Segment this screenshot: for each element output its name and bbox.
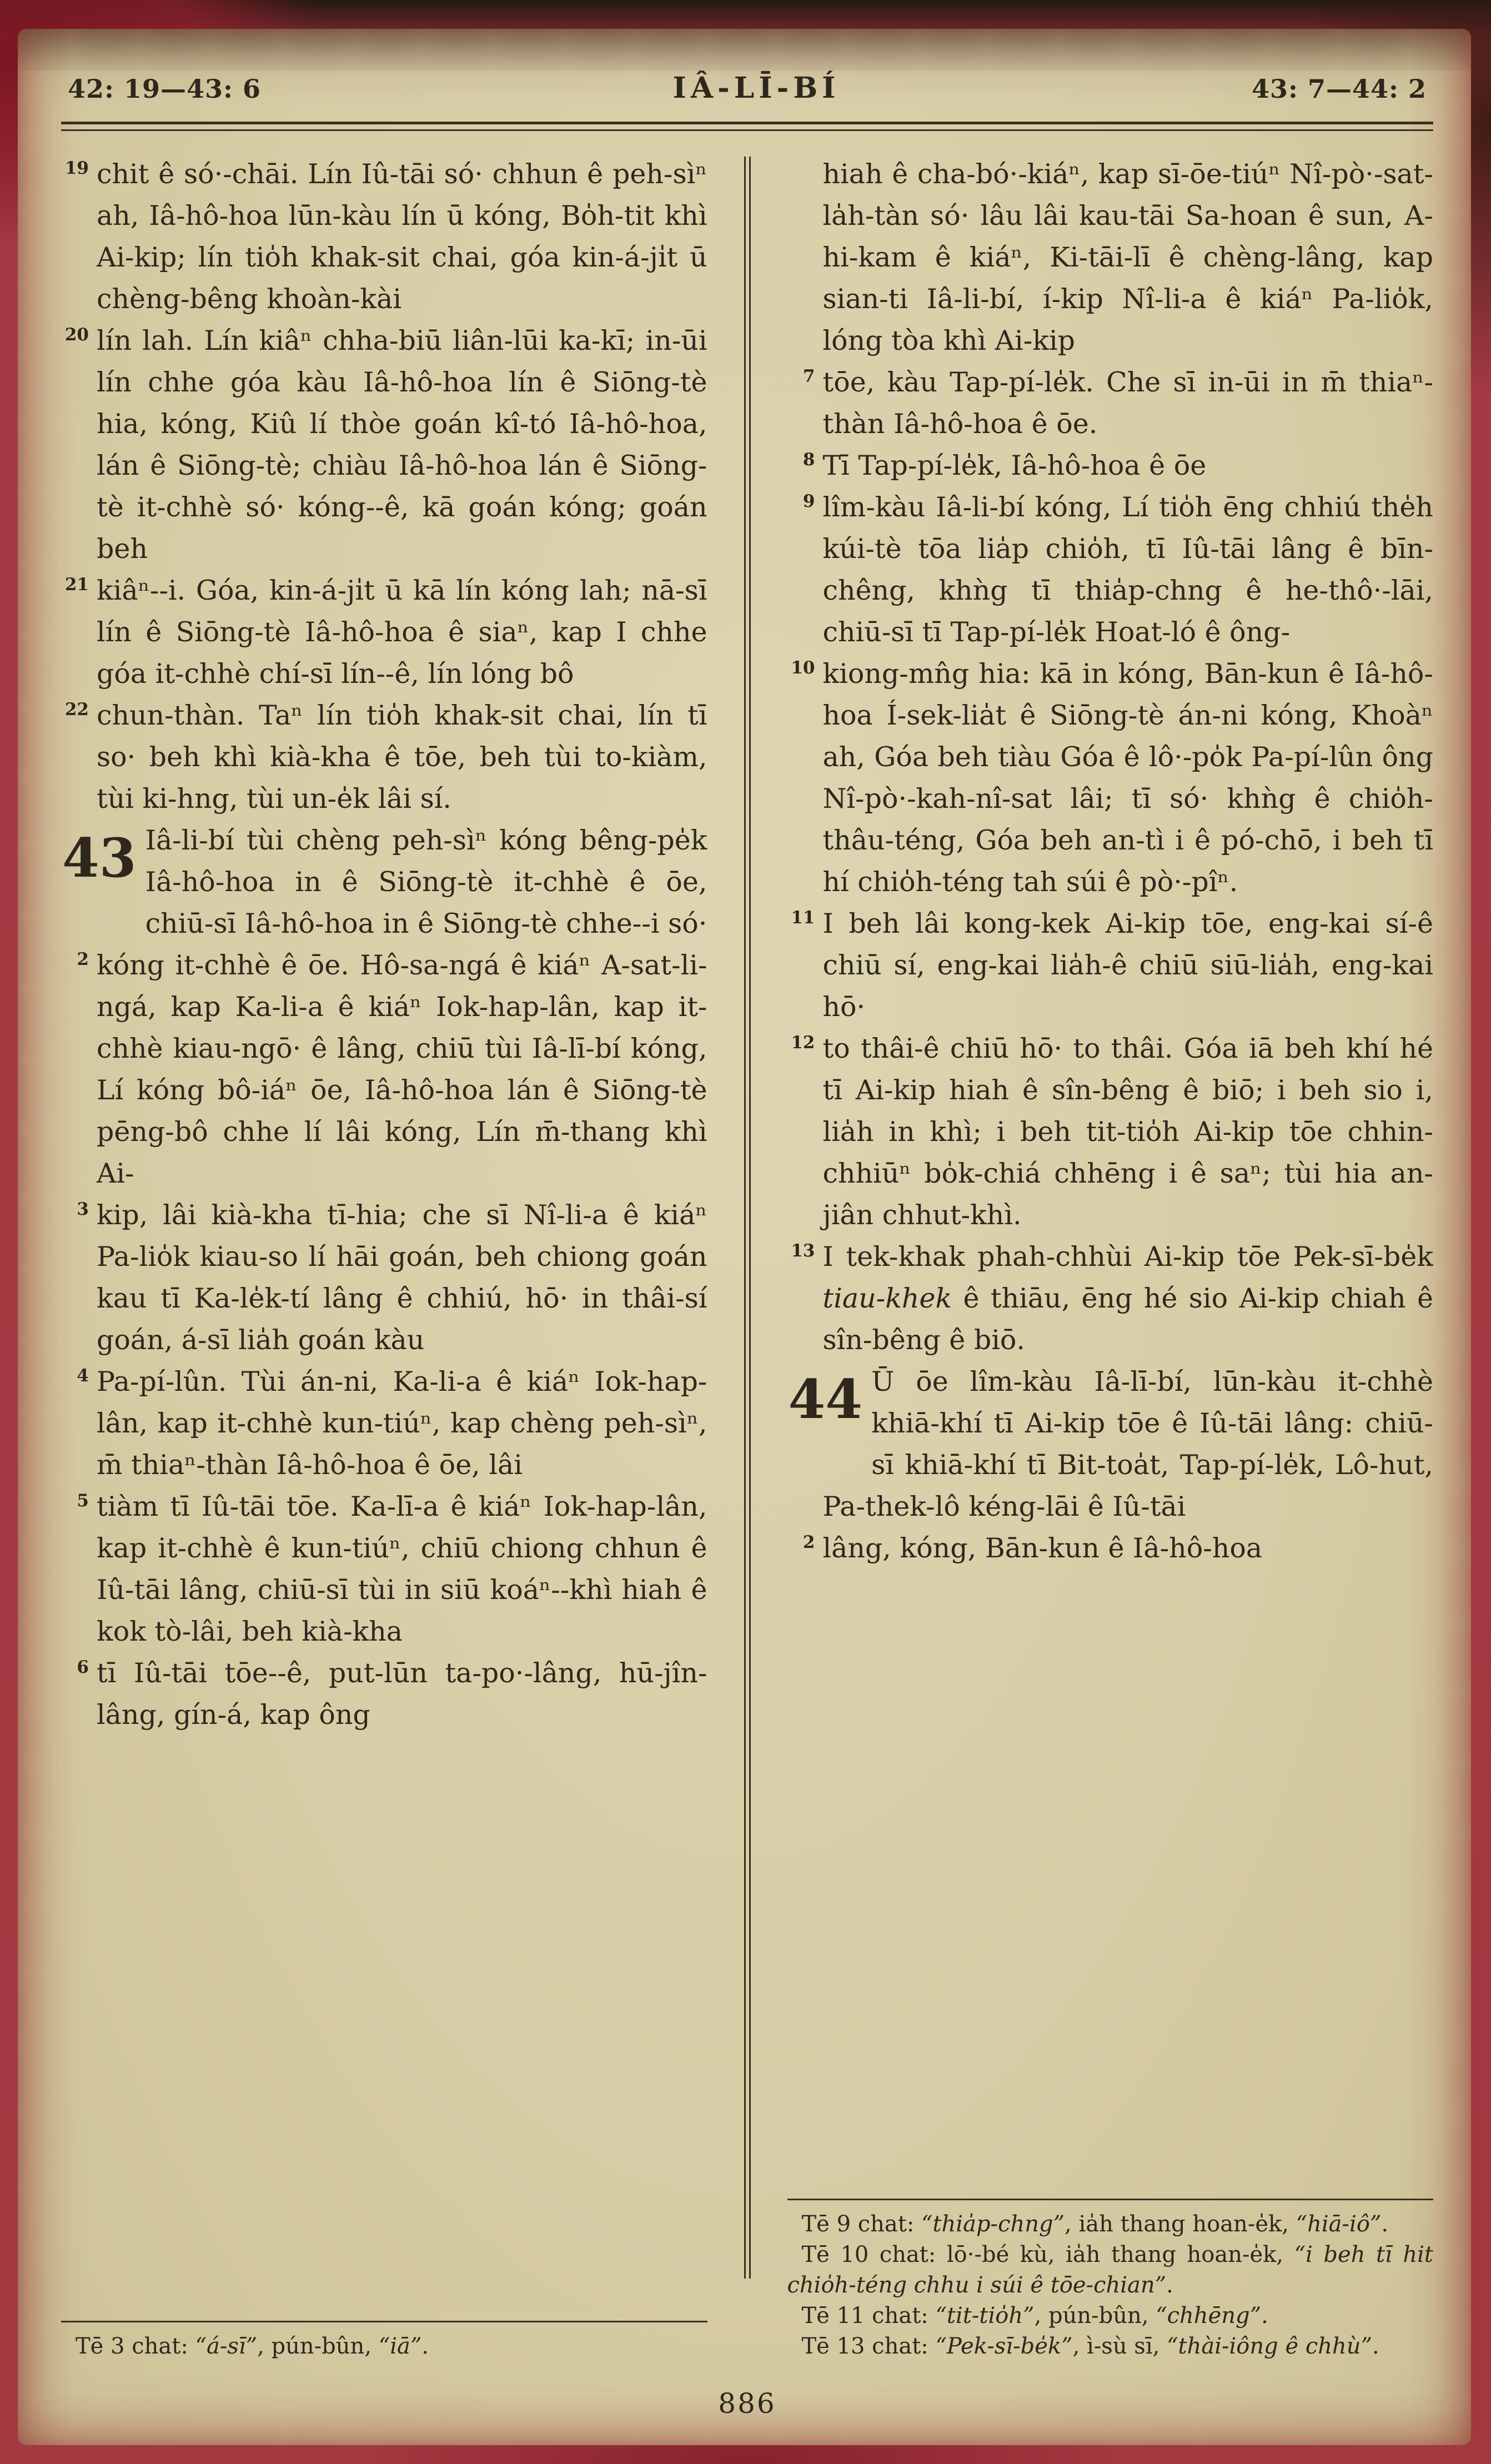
page-content xyxy=(61,52,1433,2425)
verse-paragraph xyxy=(64,695,707,819)
verse-text: chit ê só·-chāi. Lín Iû-tāi só· chhun ê peh-sìⁿ ah, Iâ-hô-hoa lūn-kàu lín ū kóng, Bo̍h-tit khì Ai-kip; lín tio̍h khak-sit chai, góa kin-á-ji̍t ū chèng-bêng khoàn-kài xyxy=(97,158,707,315)
column-divider xyxy=(744,157,751,2279)
verse-text: lâng, kóng, Bān-kun ê Iâ-hô-hoa xyxy=(822,1532,1263,1564)
verse-number: 4 xyxy=(77,1366,89,1386)
verse-range-left: 42: 19—43: 6 xyxy=(68,74,262,104)
book-page xyxy=(18,29,1471,2445)
verse-blocks xyxy=(61,153,707,1736)
right-column xyxy=(787,153,1434,2362)
verse-number: 9 xyxy=(802,491,815,511)
verse-text: I tek-khak phah-chhùi Ai-kip tōe Pek-sī-be̍k tiau-khek ê thiāu, ēng hé sio Ai-kip chiah ê sîn-bêng ê biō. xyxy=(822,1241,1433,1356)
verse-text: kóng it-chhè ê ōe. Hô-sa-ngá ê kiáⁿ A-sat-li-ngá, kap Ka-li-a ê kiáⁿ Iok-hap-lân, kap it-chhè kiau-ngō· ê lâng, chiū tùi Iâ-lī-bí kóng, Lí kóng bô-iáⁿ ōe, Iâ-hô-hoa lán ê Siōng-tè pēng-bô chhe lí lâi kóng, Lín m̄-thang khì Ai- xyxy=(97,949,707,1189)
verse-number: 6 xyxy=(77,1657,89,1677)
verse-number: 12 xyxy=(791,1033,815,1053)
footnotes-right xyxy=(787,2199,1434,2362)
verse-paragraph xyxy=(77,1194,707,1361)
footnote: Tē 10 chat: lō·-bé kù, ia̍h thang hoan-e̍k, “i beh tī hit chio̍h-téng chhu i súi ê tōe-chian”. xyxy=(787,2242,1434,2298)
verse-number: 7 xyxy=(802,366,815,386)
verse-text: chun-thàn. Taⁿ lín tio̍h khak-sit chai, lín tī so· beh khì kià-kha ê tōe, beh tùi to-kiàm, tùi ki-hng, tùi un-e̍k lâi sí. xyxy=(97,700,707,814)
verse-paragraph xyxy=(802,361,1434,445)
verse-blocks xyxy=(787,153,1434,1569)
verse-paragraph xyxy=(791,653,1434,903)
verse-text: tōe, kàu Tap-pí-le̍k. Che sī in-ūi in m̄ thiaⁿ-thàn Iâ-hô-hoa ê ōe. xyxy=(822,366,1433,440)
verse-number: 21 xyxy=(64,575,89,595)
verse-paragraph xyxy=(64,320,707,570)
verse-text: lîm-kàu Iâ-li-bí kóng, Lí tio̍h ēng chhiú the̍h kúi-tè tōa lia̍p chio̍h, tī Iû-tāi lâng ê bīn-chêng, khǹg tī thia̍p-chng ê he-thô·-lāi, chiū-sī tī Tap-pí-le̍k Hoat-ló ê ông- xyxy=(822,491,1433,648)
header-rule xyxy=(61,122,1433,131)
verse-number: 3 xyxy=(77,1199,89,1219)
page-header xyxy=(61,52,1433,105)
verse-number: 2 xyxy=(802,1532,815,1552)
verse-paragraph xyxy=(64,153,707,320)
verse-paragraph xyxy=(791,903,1434,1028)
verse-paragraph xyxy=(64,570,707,695)
footnote: Tē 9 chat: “thia̍p-chng”, ia̍h thang hoan-e̍k, “hiā-iô”. xyxy=(801,2211,1389,2237)
chapter-paragraph xyxy=(62,819,707,944)
verse-range-right: 43: 7—44: 2 xyxy=(1251,74,1427,104)
verse-number: 10 xyxy=(791,658,815,678)
verse-paragraph xyxy=(802,1527,1434,1569)
verse-number: 8 xyxy=(802,450,815,470)
footnote: Tē 11 chat: “tit-tio̍h”, pún-bûn, “chhēng”. xyxy=(801,2303,1268,2329)
verse-paragraph xyxy=(77,1652,707,1736)
verse-number: 5 xyxy=(77,1491,89,1511)
verse-number: 22 xyxy=(64,700,89,720)
text-columns xyxy=(61,153,1433,2362)
verse-text: kip, lâi kià-kha tī-hia; che sī Nî-li-a ê kiáⁿ Pa-lio̍k kiau-so lí hāi goán, beh chiong goán kau tī Ka-le̍k-tí lâng ê chhiú, hō· in thâi-sí goán, á-sī lia̍h goán kàu xyxy=(97,1199,707,1356)
verse-number: 20 xyxy=(64,325,89,345)
chapter-number: 43 xyxy=(62,827,137,889)
verse-text: tī Iû-tāi tōe--ê, put-lūn ta-po·-lâng, hū-jîn-lâng, gín-á, kap ông xyxy=(97,1657,707,1731)
verse-paragraph xyxy=(77,944,707,1194)
page-number: 886 xyxy=(718,2387,776,2420)
verse-text: Pa-pí-lûn. Tùi án-ni, Ka-li-a ê kiáⁿ Iok-hap-lân, kap it-chhè kun-tiúⁿ, kap chèng peh-sìⁿ, m̄ thiaⁿ-thàn Iâ-hô-hoa ê ōe, lâi xyxy=(97,1366,707,1481)
verse-paragraph xyxy=(791,1028,1434,1236)
verse-text: Iâ-li-bí tùi chèng peh-sìⁿ kóng bêng-pe̍k Iâ-hô-hoa in ê Siōng-tè it-chhè ê ōe, chiū-sī Iâ-hô-hoa in ê Siōng-tè chhe--i só· xyxy=(145,824,707,939)
verse-number: 11 xyxy=(791,908,815,928)
verse-number: 2 xyxy=(77,949,89,969)
verse-text: tiàm tī Iû-tāi tōe. Ka-lī-a ê kiáⁿ Iok-hap-lân, kap it-chhè ê kun-tiúⁿ, chiū chiong chhun ê Iû-tāi lâng, chiū-sī tùi in siū koáⁿ--khì hiah ê kok tò-lâi, beh kià-kha xyxy=(97,1491,707,1647)
footnotes-left xyxy=(61,2321,707,2362)
left-column xyxy=(61,153,707,2362)
verse-paragraph xyxy=(77,1486,707,1652)
chapter-number: 44 xyxy=(788,1368,863,1431)
verse-paragraph xyxy=(823,153,1434,361)
verse-text: Tī Tap-pí-le̍k, Iâ-hô-hoa ê ōe xyxy=(822,450,1207,481)
verse-number: 13 xyxy=(791,1241,815,1261)
verse-text: lín lah. Lín kiâⁿ chha-biū liân-lūi ka-kī; in-ūi lín chhe góa kàu Iâ-hô-hoa lín ê Siōng-tè hia, kóng, Kiû lí thòe goán kî-tó Iâ-hô-hoa, lán ê Siōng-tè; chiàu Iâ-hô-hoa lán ê Siōng-tè it-chhè só· kóng--ê, kā goán kóng; goán beh xyxy=(97,325,707,565)
verse-paragraph xyxy=(802,445,1434,486)
verse-text: kiong-mn̂g hia: kā in kóng, Bān-kun ê Iâ-hô-hoa Í-sek-lia̍t ê Siōng-tè án-ni kóng, Khoàⁿ ah, Góa beh tiàu Góa ê lô·-po̍k Pa-pí-lûn ông Nî-pò·-kah-nî-sat lâi; tī só· khǹg ê chio̍h-thâu-téng, Góa beh an-tì i ê pó-chō, i beh tī hí chio̍h-téng tah súi ê pò·-pîⁿ. xyxy=(822,658,1433,898)
verse-text: to thâi-ê chiū hō· to thâi. Góa iā beh khí hé tī Ai-kip hiah ê sîn-bêng ê biō; i beh sio i, lia̍h in khì; i beh tit-tio̍h Ai-kip tōe chhin-chhiūⁿ bo̍k-chiá chhēng i ê saⁿ; tùi hia an-jiân chhut-khì. xyxy=(822,1033,1433,1231)
book-title: IÂ-LĪ-BÍ xyxy=(672,71,840,105)
verse-text: kiâⁿ--i. Góa, kin-á-ji̍t ū kā lín kóng lah; nā-sī lín ê Siōng-tè Iâ-hô-hoa ê siaⁿ, kap I chhe góa it-chhè chí-sī lín--ê, lín lóng bô xyxy=(97,575,707,690)
chapter-paragraph xyxy=(788,1361,1434,1527)
verse-number: 19 xyxy=(64,158,89,178)
verse-text: Ū ōe lîm-kàu Iâ-lī-bí, lūn-kàu it-chhè khiā-khí tī Ai-kip tōe ê Iû-tāi lâng: chiū-sī khiā-khí tī Bit-toa̍t, Tap-pí-le̍k, Lô-hut, Pa-thek-lô kéng-lāi ê Iû-tāi xyxy=(822,1366,1433,1522)
verse-text: I beh lâi kong-kek Ai-kip tōe, eng-kai sí-ê chiū sí, eng-kai lia̍h-ê chiū siū-lia̍h, eng-kai hō· xyxy=(822,908,1433,1023)
verse-text: hiah ê cha-bó·-kiáⁿ, kap sī-ōe-tiúⁿ Nî-pò·-sat-la̍h-tàn só· lâu lâi kau-tāi Sa-hoan ê sun, A-hi-kam ê kiáⁿ, Ki-tāi-lī ê chèng-lâng, kap sian-ti Iâ-li-bí, í-kip Nî-li-a ê kiáⁿ Pa-lio̍k, lóng tòa khì Ai-kip xyxy=(822,158,1433,356)
footnote: Tē 3 chat: “á-sī”, pún-bûn, “iā”. xyxy=(76,2334,429,2359)
verse-paragraph xyxy=(791,1236,1434,1361)
verse-paragraph xyxy=(802,486,1434,653)
verse-paragraph xyxy=(77,1361,707,1486)
footnote: Tē 13 chat: “Pek-sī-be̍k”, ì-sù sī, “thài-iông ê chhù”. xyxy=(801,2334,1379,2359)
